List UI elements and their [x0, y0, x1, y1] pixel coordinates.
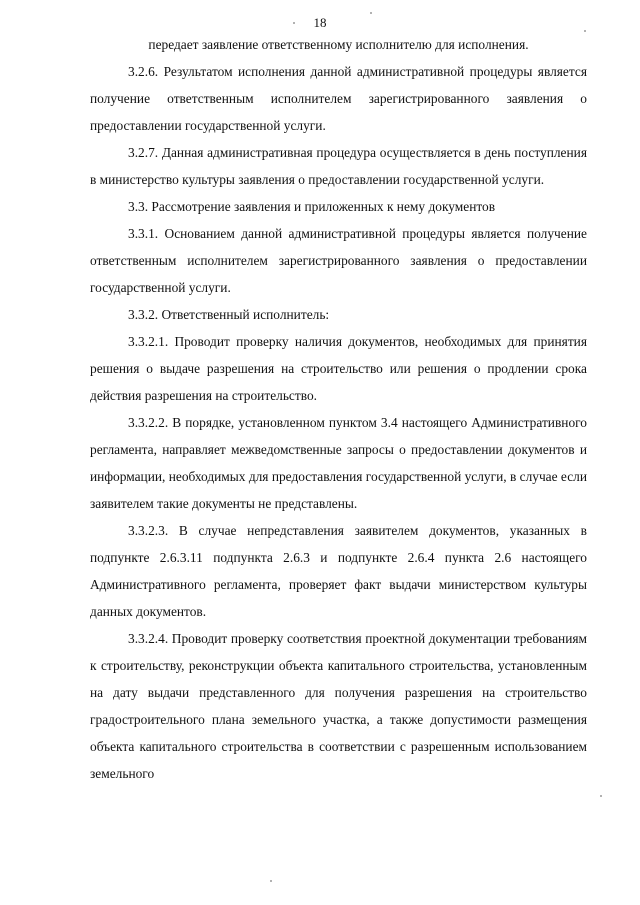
scan-speck	[600, 795, 602, 797]
paragraph-3-2-6: 3.2.6. Результатом исполнения данной административной процедуры является получение ответственным исполнителем зарегистрированного заявления о предоставлении государственной услуги.	[90, 64, 587, 133]
scan-speck	[293, 22, 295, 24]
paragraph-3-3-1: 3.3.1. Основанием данной административной процедуры является получение ответственным исполнителем зарегистрированного заявления о предоставлении государственной услуги.	[90, 226, 587, 295]
paragraph-3-3-2-3: 3.3.2.3. В случае непредставления заявителем документов, указанных в подпункте 2.6.3.11 подпункта 2.6.3 и подпункте 2.6.4 пункта 2.6 настоящего Административного регламента, проверяет факт выдачи министерством культуры данных документов.	[90, 523, 587, 619]
paragraph-3-2-7: 3.2.7. Данная административная процедура осуществляется в день поступления в министерство культуры заявления о предоставлении государственной услуги.	[90, 145, 587, 187]
paragraph-3-3-2: 3.3.2. Ответственный исполнитель:	[128, 307, 330, 322]
paragraph-continuation: передает заявление ответственному исполнителю для исполнения.	[148, 37, 529, 52]
paragraph-3-3-2-2: 3.3.2.2. В порядке, установленном пунктом 3.4 настоящего Административного регламента, направляет межведомственные запросы о предоставлении документов и информации, необходимых для предоставления государственной услуги, в случае если заявителем такие документы не представлены.	[90, 415, 587, 511]
document-body	[90, 31, 587, 787]
section-heading-3-3: 3.3. Рассмотрение заявления и приложенных к нему документов	[128, 199, 496, 214]
scan-speck	[584, 30, 586, 32]
scan-speck	[370, 12, 372, 14]
scan-speck	[270, 880, 272, 882]
paragraph-3-3-2-4: 3.3.2.4. Проводит проверку соответствия проектной документации требованиям к строительству, реконструкции объекта капитального строительства, установленным на дату выдачи представленного для получения разрешения на строительство градостроительного плана земельного участка, а также допустимости размещения объекта капитального строительства в соответствии с разрешенным использованием земельного	[90, 631, 587, 781]
page-number: 18	[313, 15, 327, 30]
paragraph-3-3-2-1: 3.3.2.1. Проводит проверку наличия документов, необходимых для принятия решения о выдаче разрешения на строительство или решения о продлении срока действия разрешения на строительство.	[90, 334, 587, 403]
